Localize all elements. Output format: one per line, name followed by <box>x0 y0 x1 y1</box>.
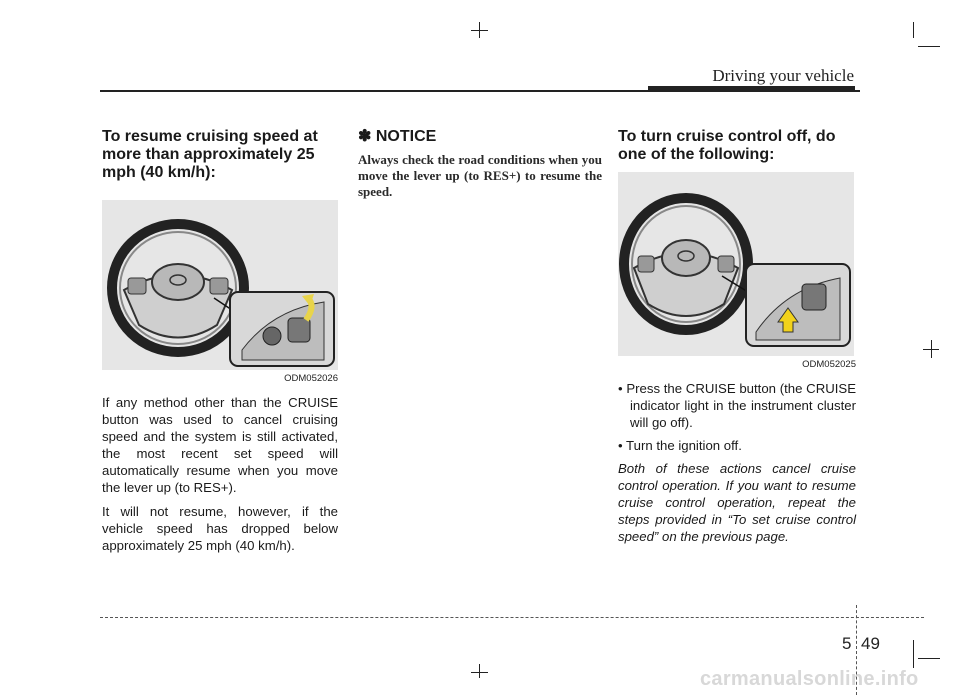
list-item: • Press the CRUISE button (the CRUISE indicator light in the instrument cluster will go off). <box>618 381 856 430</box>
list-item: • Turn the ignition off. <box>618 438 742 453</box>
steering-wheel-figure <box>102 200 338 370</box>
column-middle <box>358 128 602 200</box>
watermark: carmanualsonline.info <box>700 668 919 690</box>
crop-mark <box>918 46 940 47</box>
section-number: 5 <box>842 634 852 653</box>
steering-wheel-figure <box>618 172 854 356</box>
page-number: 49 <box>861 634 880 653</box>
steering-wheel-illustration <box>618 172 854 356</box>
crop-mark <box>471 30 488 31</box>
italic-note: Both of these actions cancel cruise control operation. If you want to resume cruise control operation, repeat the steps provided in “To set cruise control speed” on the previous page. <box>618 461 856 544</box>
header-rule-accent <box>648 86 855 92</box>
chapter-title: Driving your vehicle <box>712 66 854 85</box>
bullet-list <box>618 380 856 454</box>
crop-mark <box>918 658 940 659</box>
crop-mark <box>923 349 939 350</box>
figure-caption: ODM052026 <box>284 373 338 384</box>
section-heading: To resume cruising speed at more than approximately 25 mph (40 km/h): <box>102 128 318 181</box>
body-paragraph: It will not resume, however, if the vehicle speed has dropped below approximately 25 mph (40 km/h). <box>102 504 338 553</box>
steering-wheel-illustration <box>102 200 338 370</box>
figure-caption: ODM052025 <box>802 359 856 370</box>
column-left <box>102 128 338 561</box>
notice-title: ✽ NOTICE <box>358 128 437 145</box>
body-paragraph: If any method other than the CRUISE button was used to cancel cruising speed and the system is still activated, the most recent set speed will automatically resume when you move the lever up (to RES+). <box>102 395 338 495</box>
crop-mark <box>471 672 488 673</box>
footer-rule <box>100 617 924 618</box>
notice-body: Always check the road conditions when you move the lever up (to RES+) to resume the speed. <box>358 152 602 199</box>
crop-mark <box>913 640 914 668</box>
column-right <box>618 128 856 545</box>
crop-mark <box>479 664 480 678</box>
crop-mark <box>913 22 914 38</box>
section-heading: To turn cruise control off, do one of the following: <box>618 128 836 163</box>
